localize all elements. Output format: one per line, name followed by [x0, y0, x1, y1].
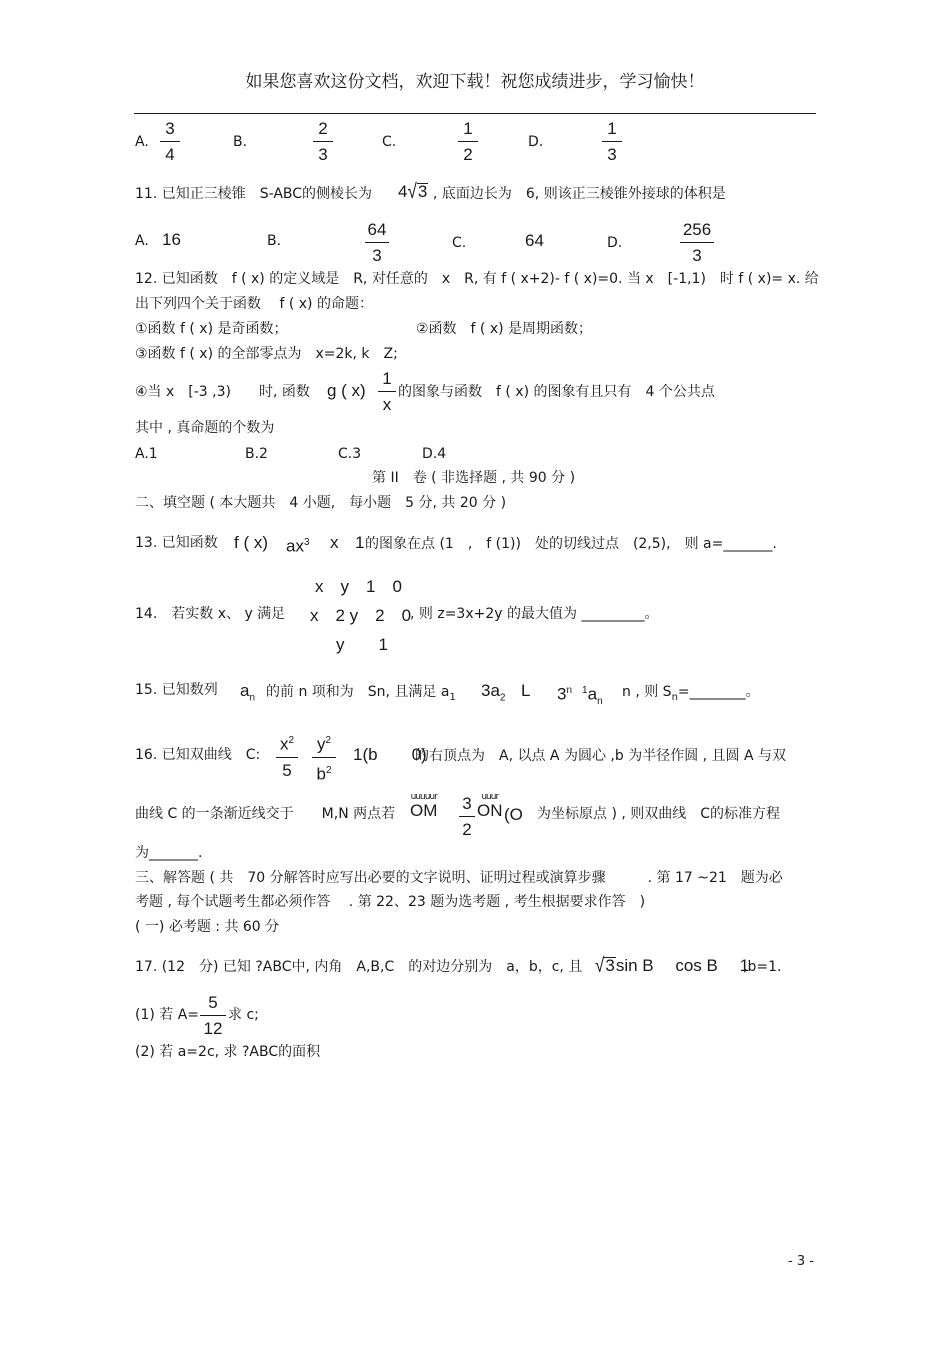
- part-3-heading-line-2: 考题 , 每个试题考生都必须作答 . 第 22、23 题为选考题 , 考生根据要求作答 ): [135, 894, 646, 910]
- header-rule: [134, 113, 816, 114]
- q16-equation-tail: 1(b 0): [353, 745, 427, 764]
- q17-part-1-suffix: 求 c;: [228, 1007, 259, 1023]
- q11-stem-prefix: 11. 已知正三棱锥 S-ABC的侧棱长为: [135, 186, 373, 202]
- q11-side-length: [398, 180, 428, 203]
- fraction-denominator: x: [382, 395, 392, 414]
- q16-line-2-suffix: 为坐标原点 ) , 则双曲线 C的标准方程: [537, 806, 781, 822]
- fraction-numerator: 1: [607, 119, 617, 138]
- q12-proposition-2: ②函数 f ( x) 是周期函数；: [416, 321, 593, 337]
- q13-fx: f ( x): [234, 533, 268, 552]
- q15-mid: [266, 684, 456, 706]
- part-3-heading-line-1: 三、解答题 ( 共 70 分解答时应写出必要的文字说明、证明过程或演算步骤 . 第 17 ~21 题为必: [135, 870, 783, 886]
- q13-exponent: 3: [303, 537, 310, 548]
- q11-radicand: 3: [417, 182, 428, 201]
- fraction-numerator: $y^2$: [316, 734, 332, 754]
- q11-option-d-fraction: [680, 221, 714, 265]
- q12-option-c: C.3: [338, 446, 362, 462]
- q14-suffix: , 则 z=3x+2y 的最大值为 _________。: [410, 606, 659, 622]
- q15-a2-subscript: 2: [499, 692, 506, 704]
- q17-part-1-prefix: (1) 若 A=: [135, 1007, 200, 1023]
- q10-option-b-fraction: [313, 120, 333, 164]
- fraction-denominator: 3: [607, 145, 617, 164]
- q15-a: a: [587, 684, 598, 704]
- q14-prefix: 14. 若实数 x、 y 满足: [135, 606, 286, 622]
- q15-ellipsis: L: [521, 681, 531, 700]
- fraction-numerator: $x^2$: [279, 734, 295, 754]
- fraction-numerator: 3: [462, 794, 472, 813]
- q11-option-a-value: 16: [162, 230, 181, 249]
- q16-on: ON: [477, 801, 503, 820]
- q17-trig-expression: sin B cos B 1: [615, 956, 750, 975]
- sqrt-icon: √: [595, 954, 605, 977]
- q17-radicand: 3: [605, 956, 615, 975]
- q10-option-d-label: D.: [528, 134, 544, 150]
- q11-option-c-value: 64: [525, 231, 544, 250]
- fraction-denominator: 3: [318, 145, 328, 164]
- q11-stem-suffix: , 底面边长为 6, 则该正三棱锥外接球的体积是: [433, 186, 726, 202]
- fraction-denominator: 2: [463, 145, 473, 164]
- q12-option-b: B.2: [245, 446, 268, 462]
- q15-three: 3: [557, 684, 567, 704]
- q15-tail-text: n , 则 S: [622, 684, 672, 700]
- fraction-denominator: 5: [282, 760, 292, 780]
- q16-x-fraction: [276, 732, 298, 780]
- q15-a1-subscript: 1: [449, 691, 456, 703]
- q12-option-a: A.1: [135, 446, 158, 462]
- q11-coefficient: 4: [398, 182, 408, 201]
- fraction-numerator: 256: [682, 220, 712, 239]
- q15-blank: =________。: [677, 684, 760, 700]
- q11-option-c-label: C.: [452, 235, 467, 251]
- q15-an-subscript: n: [597, 696, 603, 708]
- q10-option-c-fraction: [458, 120, 478, 164]
- fraction-denominator: 3: [692, 246, 702, 265]
- part-3-required: ( 一) 必考题 : 共 60 分: [135, 919, 280, 935]
- q13-one: 1: [355, 533, 365, 552]
- q14-constraint-1: x y 1 0: [315, 577, 402, 596]
- vector-arrow-icon: uuur: [481, 792, 499, 802]
- q13-ax-cubed: [286, 534, 310, 556]
- fraction-numerator: 2: [318, 119, 328, 138]
- q12-fraction-one-over-x: [378, 370, 396, 414]
- q15-tail: [622, 684, 760, 706]
- q12-line-2: 出下列四个关于函数 f ( x) 的命题：: [135, 296, 373, 312]
- q13-prefix: 13. 已知函数: [135, 535, 218, 551]
- fraction-numerator: 5: [208, 993, 218, 1012]
- q12-proposition-4-suffix: 的图象与函数 f ( x) 的图象有且只有 4 个公共点: [398, 384, 715, 400]
- q10-option-a-label: A.: [135, 134, 149, 150]
- q16-y-fraction: [312, 732, 336, 783]
- q10-option-d-fraction: [602, 120, 622, 164]
- q11-option-d-label: D.: [607, 235, 623, 251]
- q16-line-3: 为_______.: [135, 845, 203, 861]
- header-banner: 如果您喜欢这份文档，欢迎下载！祝您成绩进步，学习愉快！: [245, 72, 705, 92]
- page-number: - 3 -: [788, 1254, 814, 1269]
- q17-prefix: 17. (12 分) 已知 ?ABC中, 内角 A,B,C 的对边分别为 a，b，c, 且: [135, 959, 583, 975]
- q11-option-a-label: A.: [135, 233, 149, 249]
- q16-vector-om: [410, 792, 437, 820]
- fraction-numerator: 64: [367, 220, 387, 239]
- q14-constraint-2: x 2 y 2 0: [310, 606, 412, 625]
- fraction-denominator: $b^2$: [316, 764, 332, 784]
- q12-line-1: 12. 已知函数 f ( x) 的定义域是 R, 对任意的 x R, 有 f ( x+2)- f ( x)=0. 当 x [-1,1) 时 f ( x)= x. 给: [135, 271, 819, 287]
- q16-line-2-prefix: 曲线 C 的一条渐近线交于 M,N 两点若: [135, 806, 396, 822]
- q12-option-d: D.4: [422, 446, 447, 462]
- fraction-numerator: 3: [165, 119, 175, 138]
- q12-proposition-1: ①函数 f ( x) 是奇函数；: [135, 321, 288, 337]
- q13-x: x: [330, 533, 339, 552]
- q12-count-question: 其中 , 真命题的个数为: [135, 420, 275, 436]
- q14-constraint-3: y 1: [336, 635, 388, 654]
- fraction-denominator: 12: [203, 1019, 223, 1038]
- sqrt-icon: √: [407, 180, 417, 203]
- q15-sn-subscript: n: [671, 691, 678, 703]
- q16-suffix: 的右顶点为 A, 以点 A 为圆心 ,b 为半径作圆 , 且圆 A 与双: [415, 748, 787, 764]
- fill-in-heading: 二、填空题 ( 本大题共 4 小题, 每小题 5 分, 共 20 分 ): [135, 495, 507, 511]
- q16-om: OM: [410, 801, 438, 820]
- q10-option-a-fraction: [160, 120, 180, 164]
- q11-option-b-label: B.: [267, 233, 282, 249]
- q10-option-b-label: B.: [233, 134, 248, 150]
- q10-option-c-label: C.: [382, 134, 397, 150]
- q12-proposition-3: ③函数 f ( x) 的全部零点为 x=2k, k Z;: [135, 346, 398, 362]
- q16-line-2-mid: (O: [504, 805, 523, 824]
- fraction-denominator: 2: [462, 820, 472, 839]
- q15-3a: 3a: [481, 681, 500, 700]
- q15-an: [240, 682, 255, 707]
- q13-ax: ax: [286, 536, 304, 556]
- fraction-numerator: 1: [382, 369, 392, 388]
- q15-a: a: [240, 681, 250, 700]
- q16-vector-on: [477, 792, 503, 820]
- q17-suffix: ,b=1.: [743, 959, 782, 975]
- q15-an-subscript: n: [249, 692, 256, 704]
- q16-prefix: 16. 已知双曲线 C:: [135, 747, 261, 763]
- q15-term-2: [481, 682, 505, 707]
- q11-option-b-fraction: [365, 221, 389, 265]
- q15-exponent: n 1: [566, 685, 588, 696]
- fraction-numerator: 1: [463, 119, 473, 138]
- q15-prefix: 15. 已知数列: [135, 682, 218, 698]
- q12-proposition-4-prefix: ④当 x [-3 ,3) 时, 函数: [135, 384, 310, 400]
- fraction-denominator: 4: [165, 145, 175, 164]
- q15-mid-text: 的前 n 项和为 Sn, 且满足 a: [266, 684, 450, 700]
- q15-power-term: [557, 682, 603, 711]
- q17-angle-fraction: [200, 994, 226, 1038]
- vector-arrow-icon: uuuuur: [410, 792, 437, 802]
- q17-part-2: (2) 若 a=2c, 求 ?ABC的面积: [135, 1044, 321, 1060]
- part-2-title: 第 II 卷 ( 非选择题 , 共 90 分 ): [372, 470, 576, 486]
- q12-function-g: g ( x): [327, 381, 366, 400]
- fraction-denominator: 3: [372, 246, 382, 265]
- q13-suffix: 的图象在点 (1 , f (1)) 处的切线过点 (2,5), 则 a=_______.: [365, 536, 777, 552]
- q16-coefficient-fraction: [459, 795, 475, 839]
- q17-expression: [595, 954, 750, 977]
